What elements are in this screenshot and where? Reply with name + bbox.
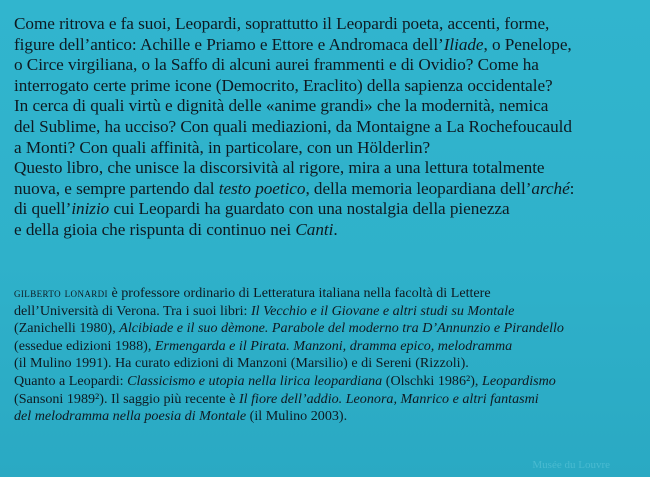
blurb-line	[14, 179, 644, 200]
text-run: Come ritrova e fa suoi, Leopardi, soprattutto il Leopardi poeta, accenti, forme,	[14, 14, 550, 33]
blurb-paragraph	[14, 14, 644, 241]
blurb-line	[14, 55, 644, 76]
text-run: (Zanichelli 1980),	[14, 320, 120, 337]
text-run: Quanto a Leopardi:	[14, 372, 128, 389]
blurb-line	[14, 158, 644, 179]
italic-title: Leopardismo	[481, 372, 556, 389]
blurb-line	[14, 14, 644, 35]
italic-title: testo poetico	[218, 178, 306, 198]
text-run: :	[569, 178, 575, 198]
footer-strip	[0, 456, 650, 477]
text-run: In cerca di quali virtù e dignità delle «anime grandi» che la modernità, nemica	[14, 96, 549, 116]
author-name: gilberto lonardi	[14, 285, 108, 300]
blurb-line	[14, 220, 644, 241]
image-credit: Musée du Louvre	[532, 459, 610, 471]
text-run: , o Penelope,	[483, 34, 572, 54]
author-bio	[14, 284, 644, 426]
text-run: (Sansoni 1989²). Il saggio più recente è	[14, 390, 239, 407]
text-run: o Circe virgiliana, o la Saffo di alcuni aurei frammenti e di Ovidio? Come ha	[14, 55, 539, 75]
blurb-line	[14, 199, 644, 220]
text-run: , della memoria leopardiana dell’	[305, 178, 532, 198]
text-run: di quell’	[14, 199, 72, 219]
blurb-line	[14, 138, 644, 159]
italic-title: Canti	[295, 219, 334, 239]
italic-title: Ermengarda e il Pirata. Manzoni, dramma epico, melodramma	[154, 337, 513, 354]
italic-title: del melodramma nella poesia di Montale	[14, 408, 247, 425]
italic-title: inizio	[71, 199, 110, 219]
text-run: figure dell’antico: Achille e Priamo e Ettore e Andromaca dell’	[14, 34, 444, 54]
bio-line	[14, 355, 644, 373]
bio-line	[14, 391, 644, 409]
bio-line	[14, 373, 644, 391]
italic-title: Alcibiade e il suo dèmone. Parabole del moderno tra D’Annunzio e Pirandello	[119, 320, 564, 337]
text-run: a Monti? Con quali affinità, in particolare, con un Hölderlin?	[14, 137, 431, 157]
blurb-line	[14, 96, 644, 117]
bio-line	[14, 303, 644, 321]
text-run: cui Leopardi ha guardato con una nostalgia della pienezza	[109, 199, 510, 219]
italic-title: arché	[531, 178, 570, 198]
text-run: e della gioia che rispunta di continuo nei	[14, 219, 296, 239]
italic-title: Il Vecchio e il Giovane e altri studi su Montale	[250, 302, 515, 319]
bio-line	[14, 408, 644, 426]
bio-line	[14, 284, 644, 303]
blurb-line	[14, 117, 644, 138]
bio-line	[14, 338, 644, 356]
text-run: (il Mulino 1991). Ha curato edizioni di Manzoni (Marsilio) e di Sereni (Rizzoli).	[14, 355, 469, 372]
blurb-line	[14, 76, 644, 97]
text-run: nuova, e sempre partendo dal	[14, 178, 219, 198]
italic-title: Iliade	[443, 34, 484, 54]
text-run: è professore ordinario di Letteratura italiana nella facoltà di Lettere	[107, 285, 491, 301]
text-run: dell’Università di Verona. Tra i suoi libri:	[14, 302, 251, 319]
italic-title: Il fiore dell’addio. Leonora, Manrico e altri fantasmi	[238, 390, 539, 407]
text-run: (Olschki 1986²),	[382, 372, 482, 389]
text-run: (il Mulino 2003).	[246, 408, 348, 425]
blurb-line	[14, 35, 644, 56]
text-run: (essedue edizioni 1988),	[14, 337, 155, 354]
text-run: Questo libro, che unisce la discorsività al rigore, mira a una lettura totalmente	[14, 158, 545, 178]
italic-title: Classicismo e utopia nella lirica leopardiana	[127, 372, 383, 389]
text-run: .	[333, 219, 338, 239]
text-run: del Sublime, ha ucciso? Con quali mediazioni, da Montaigne a La Rochefoucauld	[14, 116, 572, 136]
text-run: interrogato certe prime icone (Democrito, Eraclito) della sapienza occidentale?	[14, 75, 553, 95]
bio-line	[14, 320, 644, 338]
